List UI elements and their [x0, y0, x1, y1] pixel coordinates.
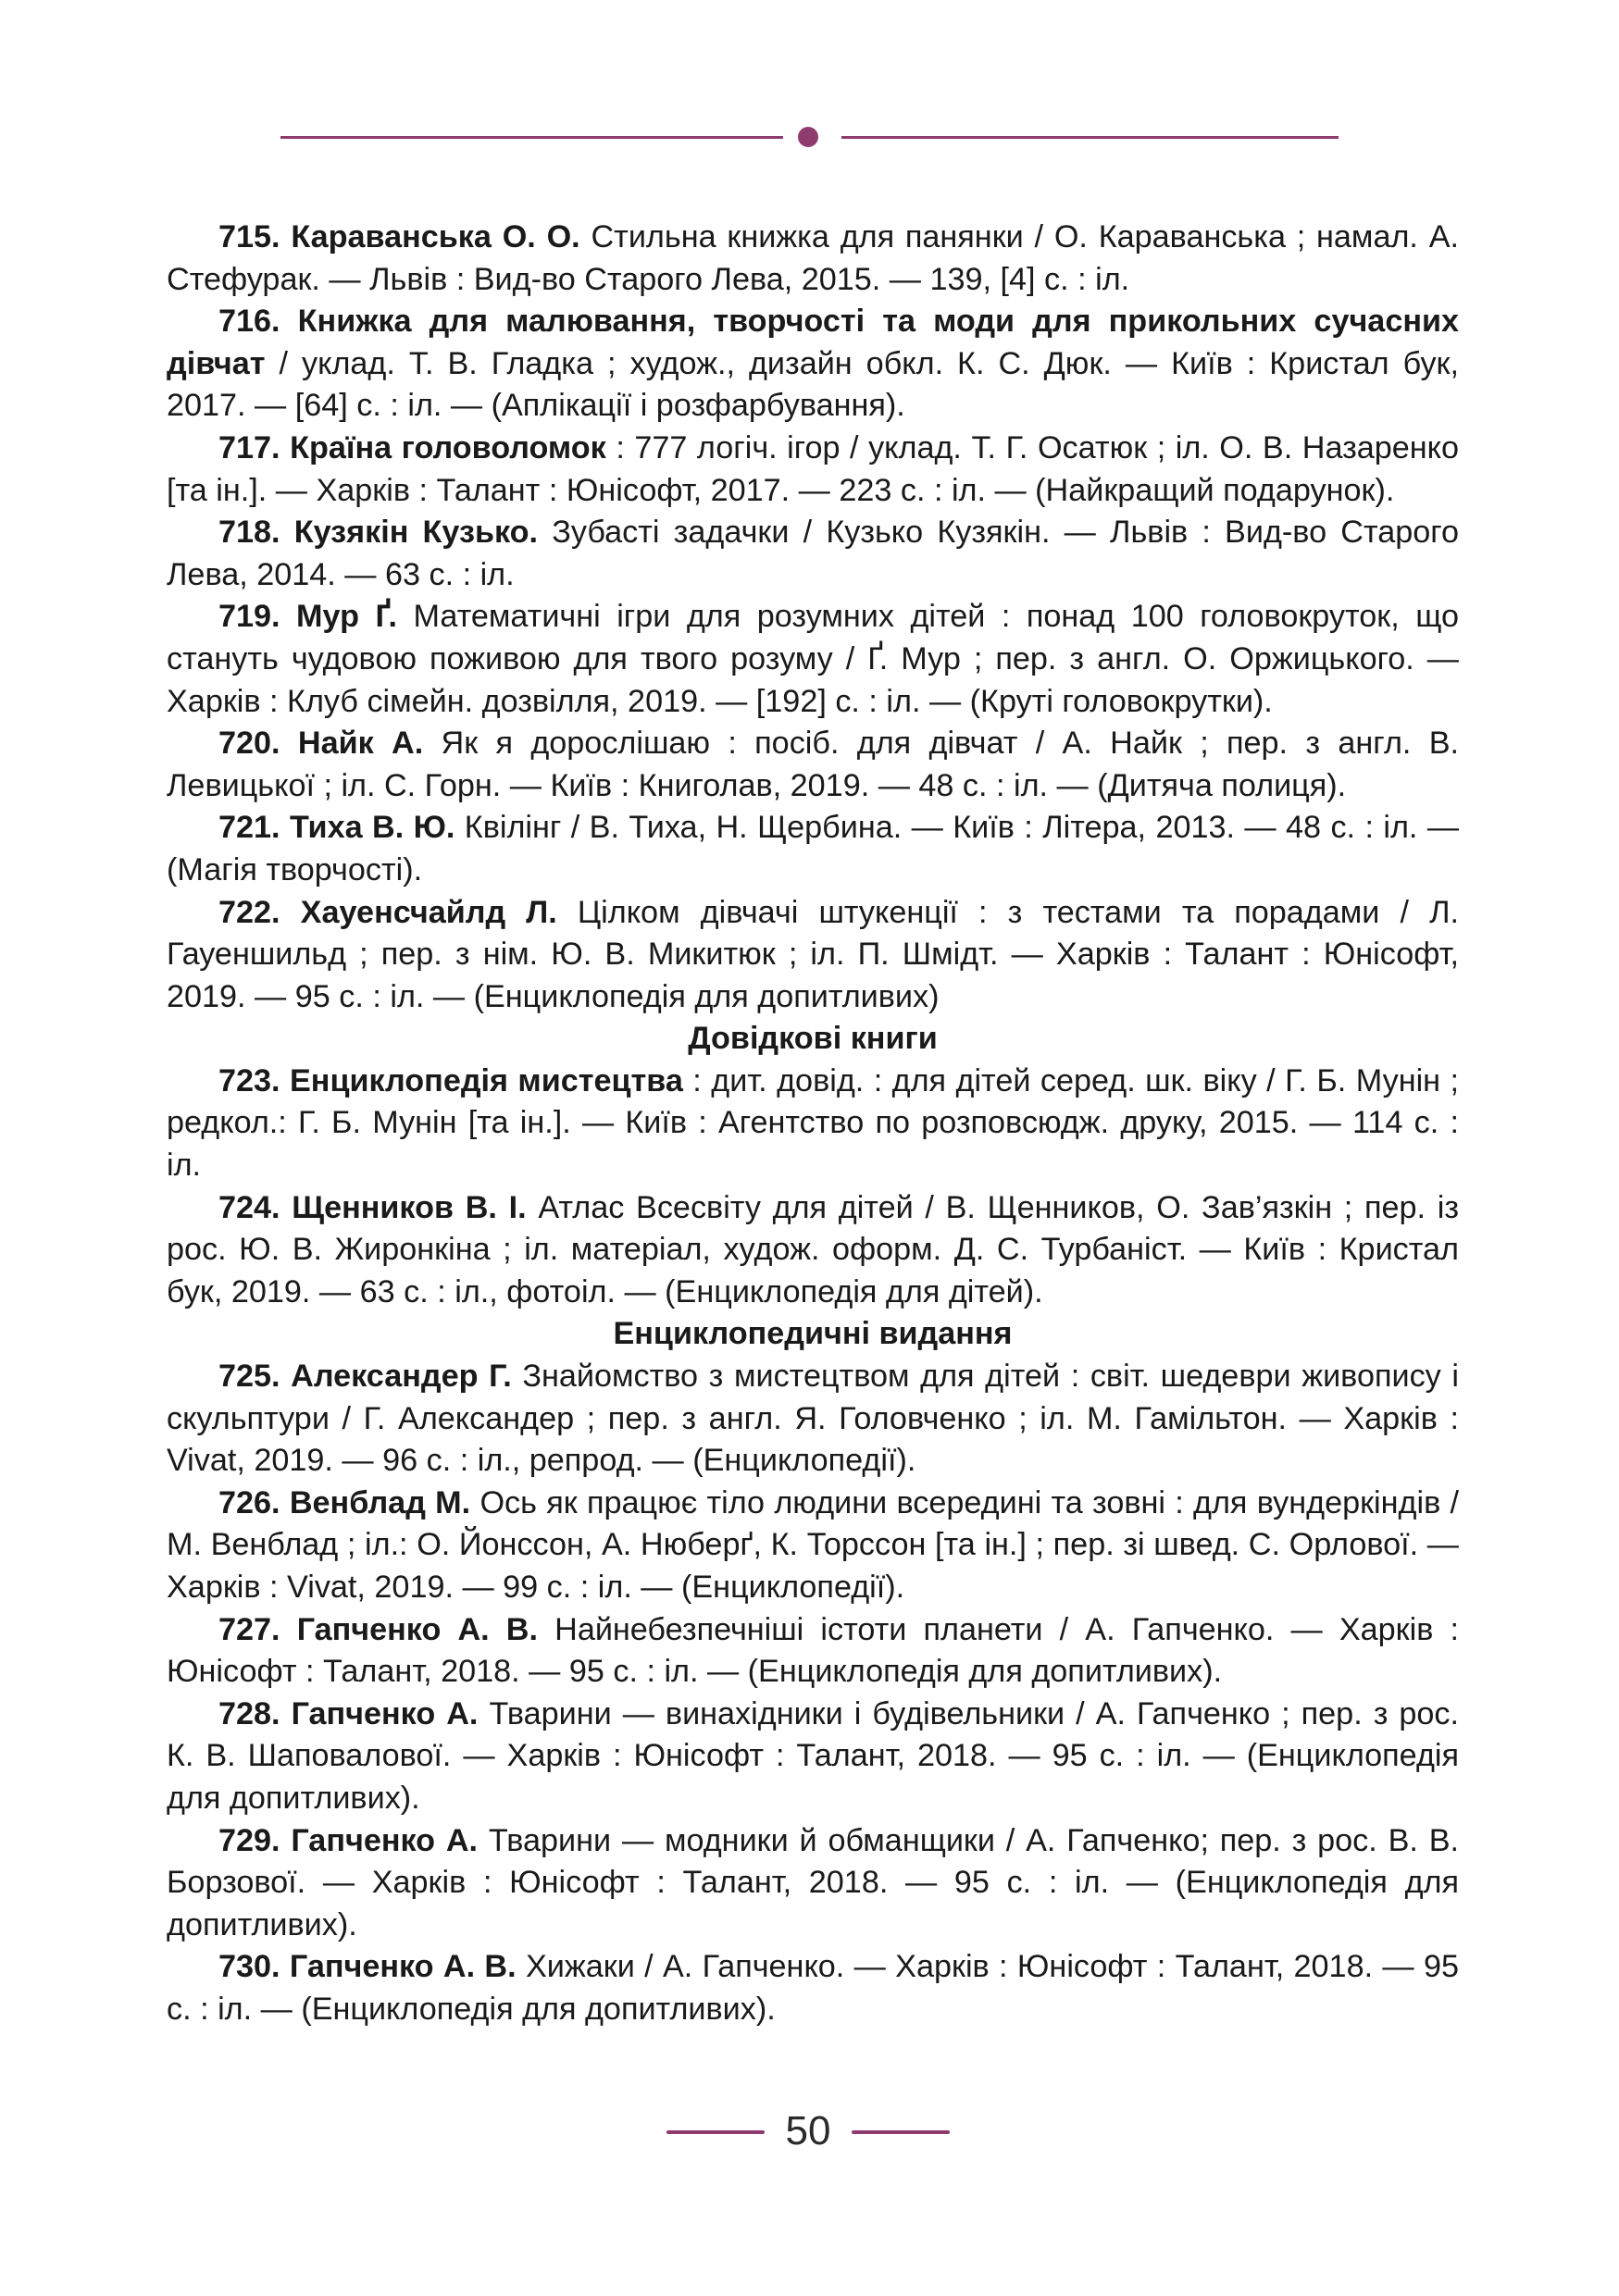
entry-description: Знайомство з мистецтвом для дітей : світ. шедеври живопису і скульптури / Г. Александер ; пер. з англ. Я. Головченко ; іл. М. Гамільтон. — Харків : Vivat, 2019. — 96 с. : іл., репрод. — (Енциклопедії).	[167, 1359, 1459, 1479]
entry-description: / уклад. Т. В. Гладка ; худож., дизайн обкл. К. С. Дюк. — Київ : Кристал бук, 2017. — [64] с. : іл. — (Аплікації і розфарбування).	[167, 345, 1459, 424]
bibliography-entry	[167, 1356, 1459, 1483]
bibliography-entry	[167, 807, 1459, 891]
footer-line-left	[666, 2130, 765, 2134]
entry-number: 729.	[218, 1822, 280, 1858]
bibliography-entry	[167, 1609, 1459, 1694]
ornament-line-right	[841, 136, 1339, 139]
entry-description: Зубасті задачки / Кузько Кузякін. — Львів : Вид-во Старого Лева, 2014. — 63 с. : іл.	[167, 515, 1460, 592]
entry-author: Кузякін Кузько.	[293, 515, 539, 551]
page-number: 50	[785, 2108, 831, 2153]
entry-author: Мур Ґ.	[296, 599, 398, 635]
entry-number: 718.	[218, 515, 280, 551]
footer-line-right	[852, 2130, 950, 2134]
entry-number: 726.	[218, 1484, 280, 1520]
entry-number: 725.	[218, 1359, 280, 1395]
section-heading: Енциклопедичні видання	[613, 1316, 1013, 1352]
entry-author: Гапченко А. В.	[296, 1611, 538, 1647]
entry-number: 717.	[218, 429, 280, 465]
entry-number: 715.	[218, 219, 280, 254]
bibliography-entry	[167, 1694, 1459, 1820]
bibliography-entry	[167, 217, 1459, 301]
entry-description: Атлас Всесвіту для дітей / В. Щенников, О. Зав’язкін ; пер. із рос. Ю. В. Жиронкіна ; іл. матеріал, худож. оформ. Д. С. Турбаніст. — Київ : Кристал бук, 2019. — 63 с. : іл., фотоіл. — (Енциклопедія для дітей).	[167, 1189, 1460, 1309]
bibliography-entry	[167, 512, 1459, 596]
bibliography-entry	[167, 1187, 1459, 1314]
bibliography-entry	[167, 1061, 1459, 1187]
entry-number: 727.	[218, 1611, 280, 1647]
page-footer	[666, 2108, 953, 2154]
entry-description: Тварини — модники й обманщики / А. Гапченко; пер. з рос. В. В. Борзової. — Харків : Юнісофт : Талант, 2018. — 95 с. : іл. — (Енциклопедія для допитливих).	[167, 1822, 1459, 1942]
entry-author: Александер Г.	[291, 1359, 512, 1395]
entry-description: Ось як працює тіло людини всередині та зовні : для вундеркіндів / М. Венблад ; іл.: О. Йонссон, А. Нюберґ, К. Торссон [та ін.] ; пер. зі швед. С. Орлової. — Харків : Vivat, 2019. — 99 с. : іл. — (Енциклопедії).	[167, 1484, 1460, 1605]
bibliography-content	[167, 217, 1459, 2031]
entry-description: : дит. довід. : для дітей серед. шк. віку / Г. Б. Мунін ; редкол.: Г. Б. Мунін [та ін.]. — Київ : Агентство по розповсюдж. друку, 2015. — 114 с. : іл.	[167, 1062, 1460, 1184]
entry-author: Щенников В. І.	[292, 1189, 527, 1225]
bibliography-entry	[167, 428, 1459, 512]
entry-description: Хижаки / А. Гапченко. — Харків : Юнісофт : Талант, 2018. — 95 с. : іл. — (Енциклопедія для допитливих).	[167, 1949, 1459, 2027]
entry-description: : 777 логіч. ігор / уклад. Т. Г. Осатюк ; іл. О. В. Назаренко [та ін.]. — Харків : Талант : Юнісофт, 2017. — 223 с. : іл. — (Найкращий подарунок).	[167, 429, 1460, 508]
entry-number: 722.	[218, 894, 280, 930]
entry-author: Енциклопедія мистецтва	[290, 1062, 683, 1098]
bibliography-entry	[167, 1483, 1459, 1609]
entry-number: 721.	[218, 810, 280, 846]
bibliography-entry	[167, 301, 1459, 428]
entry-number: 720.	[218, 726, 280, 762]
entry-number: 719.	[218, 599, 280, 635]
bibliography-entry	[167, 1820, 1459, 1947]
bibliography-entry	[167, 596, 1459, 723]
entry-description: Найнебезпечніші істоти планети / А. Гапченко. — Харків : Юнісофт : Талант, 2018. — 95 с. : іл. — (Енциклопедія для допитливих).	[167, 1611, 1460, 1690]
entry-author: Країна головоломок	[290, 429, 606, 465]
ornament-dot	[798, 127, 818, 147]
entry-description: Стильна книжка для панянки / О. Караванська ; намал. А. Стефурак. — Львів : Вид-во Старого Лева, 2015. — 139, [4] с. : іл.	[167, 219, 1459, 297]
entry-description: Квілінг / В. Тиха, Н. Щербина. — Київ : Літера, 2013. — 48 с. : іл. — (Магія творчості).	[167, 810, 1460, 887]
top-ornament	[280, 126, 1339, 148]
entry-author: Книжка для малювання, творчості та моди для прикольних сучасних дівчат	[167, 304, 1460, 381]
entry-number: 723.	[218, 1062, 280, 1098]
entry-description: Тварини — винахідники і будівельники / А. Гапченко ; пер. з рос. К. В. Шаповалової. — Харків : Юнісофт : Талант, 2018. — 95 с. : іл. — (Енциклопедія для допитливих).	[167, 1695, 1460, 1816]
entry-author: Гапченко А.	[291, 1695, 479, 1731]
entry-author: Хауенсчайлд Л.	[300, 894, 557, 930]
ornament-line-left	[280, 136, 783, 139]
entry-author: Гапченко А. В.	[289, 1949, 517, 1985]
entry-number: 716.	[218, 304, 280, 340]
bibliography-entry	[167, 892, 1459, 1019]
entry-description: Як я дорослішаю : посіб. для дівчат / А. Найк ; пер. з англ. В. Левицької ; іл. С. Горн. — Київ : Книголав, 2019. — 48 с. : іл. — (Дитяча полиця).	[167, 726, 1460, 803]
section-heading: Довідкові книги	[688, 1021, 938, 1057]
entry-number: 724.	[218, 1189, 280, 1225]
entry-number: 728.	[218, 1695, 280, 1731]
entry-author: Венблад М.	[289, 1484, 471, 1520]
bibliography-entry	[167, 1946, 1459, 2030]
bibliography-entry	[167, 723, 1459, 807]
entry-author: Тиха В. Ю.	[289, 810, 455, 846]
entry-description: Математичні ігри для розумних дітей : понад 100 головокруток, що стануть чудовою поживою для твого розуму / Ґ. Мур ; пер. з англ. О. Оржицького. — Харків : Клуб сімейн. дозвілля, 2019. — [192] с. : іл. — (Круті головокрутки).	[167, 599, 1459, 719]
entry-author: Гапченко А.	[291, 1822, 479, 1858]
entry-author: Караванська О. О.	[291, 219, 580, 254]
entry-description: Цілком дівчачі штукенції : з тестами та порадами / Л. Гауеншильд ; пер. з нім. Ю. В. Микитюк ; іл. П. Шмідт. — Харків : Талант : Юнісофт, 2019. — 95 с. : іл. — (Енциклопедія для допитливих)	[167, 894, 1460, 1014]
entry-author: Найк А.	[297, 726, 424, 762]
entry-number: 730.	[218, 1949, 280, 1985]
